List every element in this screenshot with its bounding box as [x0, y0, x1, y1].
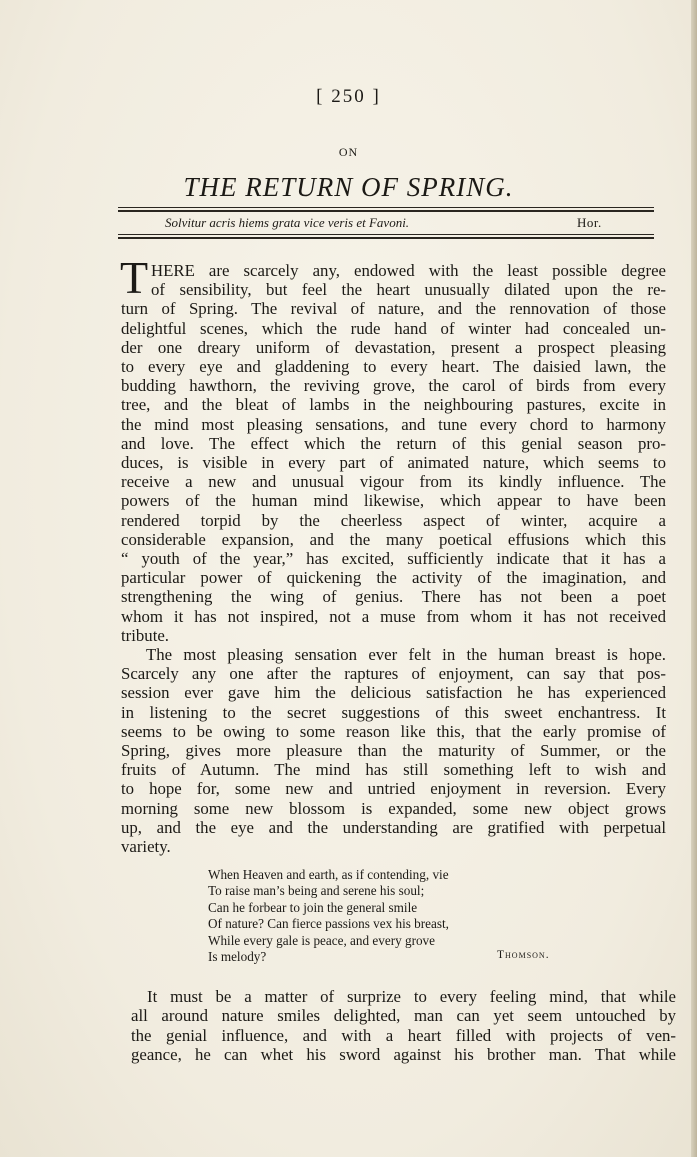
- text-line: in listening to the secret suggestions of this sweet enchantress. It: [121, 702, 666, 722]
- text-line: tribute.: [121, 625, 170, 645]
- text-line: of sensibility, but feel the heart unusually dilated upon the re-: [151, 280, 666, 300]
- verse-line: Is melody?: [208, 949, 267, 965]
- motto-rule-bottom-thick: [118, 237, 654, 239]
- motto-text: Solvitur acris hiems grata vice veris et Favoni.: [165, 215, 410, 230]
- motto-rule-top: [118, 207, 654, 208]
- text-line: tree, and the bleat of lambs in the neighbouring pastures, excite in: [121, 395, 666, 415]
- page-number: [ 250 ]: [316, 86, 381, 107]
- essay-continuation: [131, 987, 676, 1065]
- text-line: turn of Spring. The revival of nature, and the rennovation of those: [121, 299, 666, 319]
- text-line: It must be a matter of surprize to every feeling mind, that while: [147, 987, 676, 1006]
- text-line: geance, he can whet his sword against his brother man. That while: [131, 1045, 676, 1065]
- essay-body: [121, 261, 666, 856]
- text-line: to every eye and gladdening to every heart. The daisied lawn, the: [121, 357, 666, 377]
- text-line: up, and the eye and the understanding are gratified with perpetual: [121, 817, 666, 837]
- verse-line: While every gale is peace, and every grove: [208, 932, 436, 948]
- text-line: and love. The effect which the return of this genial season pro-: [121, 433, 666, 453]
- text-line: HERE are scarcely any, endowed with the least possible degree: [151, 261, 666, 280]
- text-line: fruits of Autumn. The mind has still something left to wish and: [121, 760, 666, 780]
- text-line: particular power of quickening the activity of the imagination, and: [121, 568, 666, 588]
- text-line: session ever gave him the delicious satisfaction he has experienced: [121, 683, 666, 703]
- text-line: all around nature smiles delighted, man can yet seem untouched by: [131, 1006, 676, 1026]
- text-line: receive a new and unusual vigour from its kindly influence. The: [121, 472, 666, 492]
- text-line: variety.: [121, 837, 171, 857]
- text-line: the genial influence, and with a heart filled with projects of ven-: [131, 1025, 676, 1045]
- title-prefix: ON: [338, 145, 359, 159]
- text-line: Scarcely any one after the raptures of enjoyment, can say that pos-: [121, 664, 666, 684]
- text-line: powers of the human mind likewise, which appear to have been: [121, 491, 666, 511]
- text-line: strengthening the wing of genius. There has not been a poet: [121, 587, 666, 607]
- text-line: seems to be owing to some reason like this, that the early promise of: [121, 721, 666, 741]
- text-line: “ youth of the year,” has excited, sufficiently indicate that it has a: [121, 549, 666, 569]
- drop-cap: T: [120, 252, 149, 303]
- motto-source: Hor.: [577, 215, 602, 230]
- verse-line: Of nature? Can fierce passions vex his breast,: [208, 916, 449, 932]
- text-line: The most pleasing sensation ever felt in the human breast is hope.: [146, 645, 666, 665]
- text-line: whom it has not inspired, not a muse from whom it has not received: [121, 606, 666, 626]
- text-line: the mind most pleasing sensations, and tune every chord to harmony: [121, 414, 666, 434]
- motto-rule-bottom: [118, 234, 654, 235]
- verse-line: Can he forbear to join the general smile: [208, 899, 418, 915]
- text-line: to hope for, some new and untried enjoyment in reversion. Every: [121, 779, 666, 799]
- text-line: budding hawthorn, the reviving grove, the carol of birds from every: [121, 376, 666, 396]
- text-line: delightful scenes, which the rude hand of winter had concealed un-: [121, 318, 666, 338]
- text-line: considerable expansion, and the many poetical effusions which this: [121, 529, 666, 549]
- verse-line: To raise man’s being and serene his soul;: [208, 883, 425, 899]
- verse-line: When Heaven and earth, as if contending, vie: [208, 867, 449, 882]
- text-line: Spring, gives more pleasure than the maturity of Summer, or the: [121, 741, 666, 761]
- text-line: duces, is visible in every part of animated nature, which seems to: [121, 453, 666, 473]
- essay-title: THE RETURN OF SPRING.: [183, 172, 514, 202]
- text-line: der one dreary uniform of devastation, present a prospect pleasing: [121, 337, 666, 357]
- text-line: morning some new blossom is expanded, some new object grows: [121, 798, 666, 818]
- text-line: rendered torpid by the cheerless aspect of winter, acquire a: [121, 510, 666, 530]
- motto-rule-top-thick: [118, 210, 654, 212]
- verse-author: Thomson.: [497, 949, 550, 961]
